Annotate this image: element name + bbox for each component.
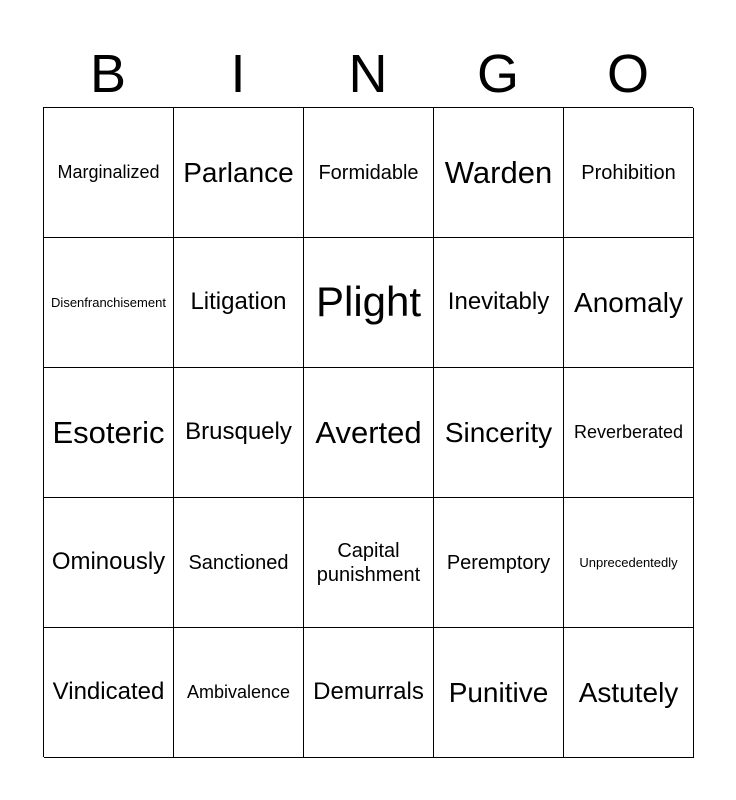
header-letter-b: B (89, 44, 127, 104)
bingo-cell[interactable]: Esoteric (44, 368, 174, 498)
bingo-cell[interactable]: Disenfranchisement (44, 238, 174, 368)
bingo-header (43, 44, 693, 104)
bingo-cell[interactable]: Litigation (174, 238, 304, 368)
bingo-cell[interactable]: Anomaly (564, 238, 694, 368)
bingo-cell[interactable] (304, 498, 434, 628)
bingo-cell[interactable]: Astutely (564, 628, 694, 758)
bingo-cell[interactable]: Marginalized (44, 108, 174, 238)
header-letter-i: I (230, 44, 246, 104)
header-letter-o: O (606, 44, 649, 104)
bingo-cell[interactable]: Ominously (44, 498, 174, 628)
bingo-cell[interactable]: Formidable (304, 108, 434, 238)
bingo-board (43, 107, 693, 757)
bingo-cell-text: Capital punishment (316, 539, 421, 586)
bingo-cell[interactable]: Reverberated (564, 368, 694, 498)
bingo-cell[interactable]: Averted (304, 368, 434, 498)
header-letter-g: G (476, 44, 519, 104)
bingo-cell[interactable]: Peremptory (434, 498, 564, 628)
bingo-cell[interactable]: Warden (434, 108, 564, 238)
bingo-cell[interactable]: Brusquely (174, 368, 304, 498)
bingo-cell[interactable]: Demurrals (304, 628, 434, 758)
bingo-cell[interactable]: Plight (304, 238, 434, 368)
bingo-cell[interactable]: Ambivalence (174, 628, 304, 758)
bingo-cell[interactable]: Punitive (434, 628, 564, 758)
bingo-cell[interactable]: Vindicated (44, 628, 174, 758)
header-letter-n: N (348, 44, 388, 104)
bingo-cell[interactable]: Inevitably (434, 238, 564, 368)
bingo-cell[interactable]: Parlance (174, 108, 304, 238)
bingo-cell[interactable]: Prohibition (564, 108, 694, 238)
bingo-cell[interactable]: Unprecedentedly (564, 498, 694, 628)
bingo-cell[interactable]: Sincerity (434, 368, 564, 498)
bingo-cell[interactable]: Sanctioned (174, 498, 304, 628)
